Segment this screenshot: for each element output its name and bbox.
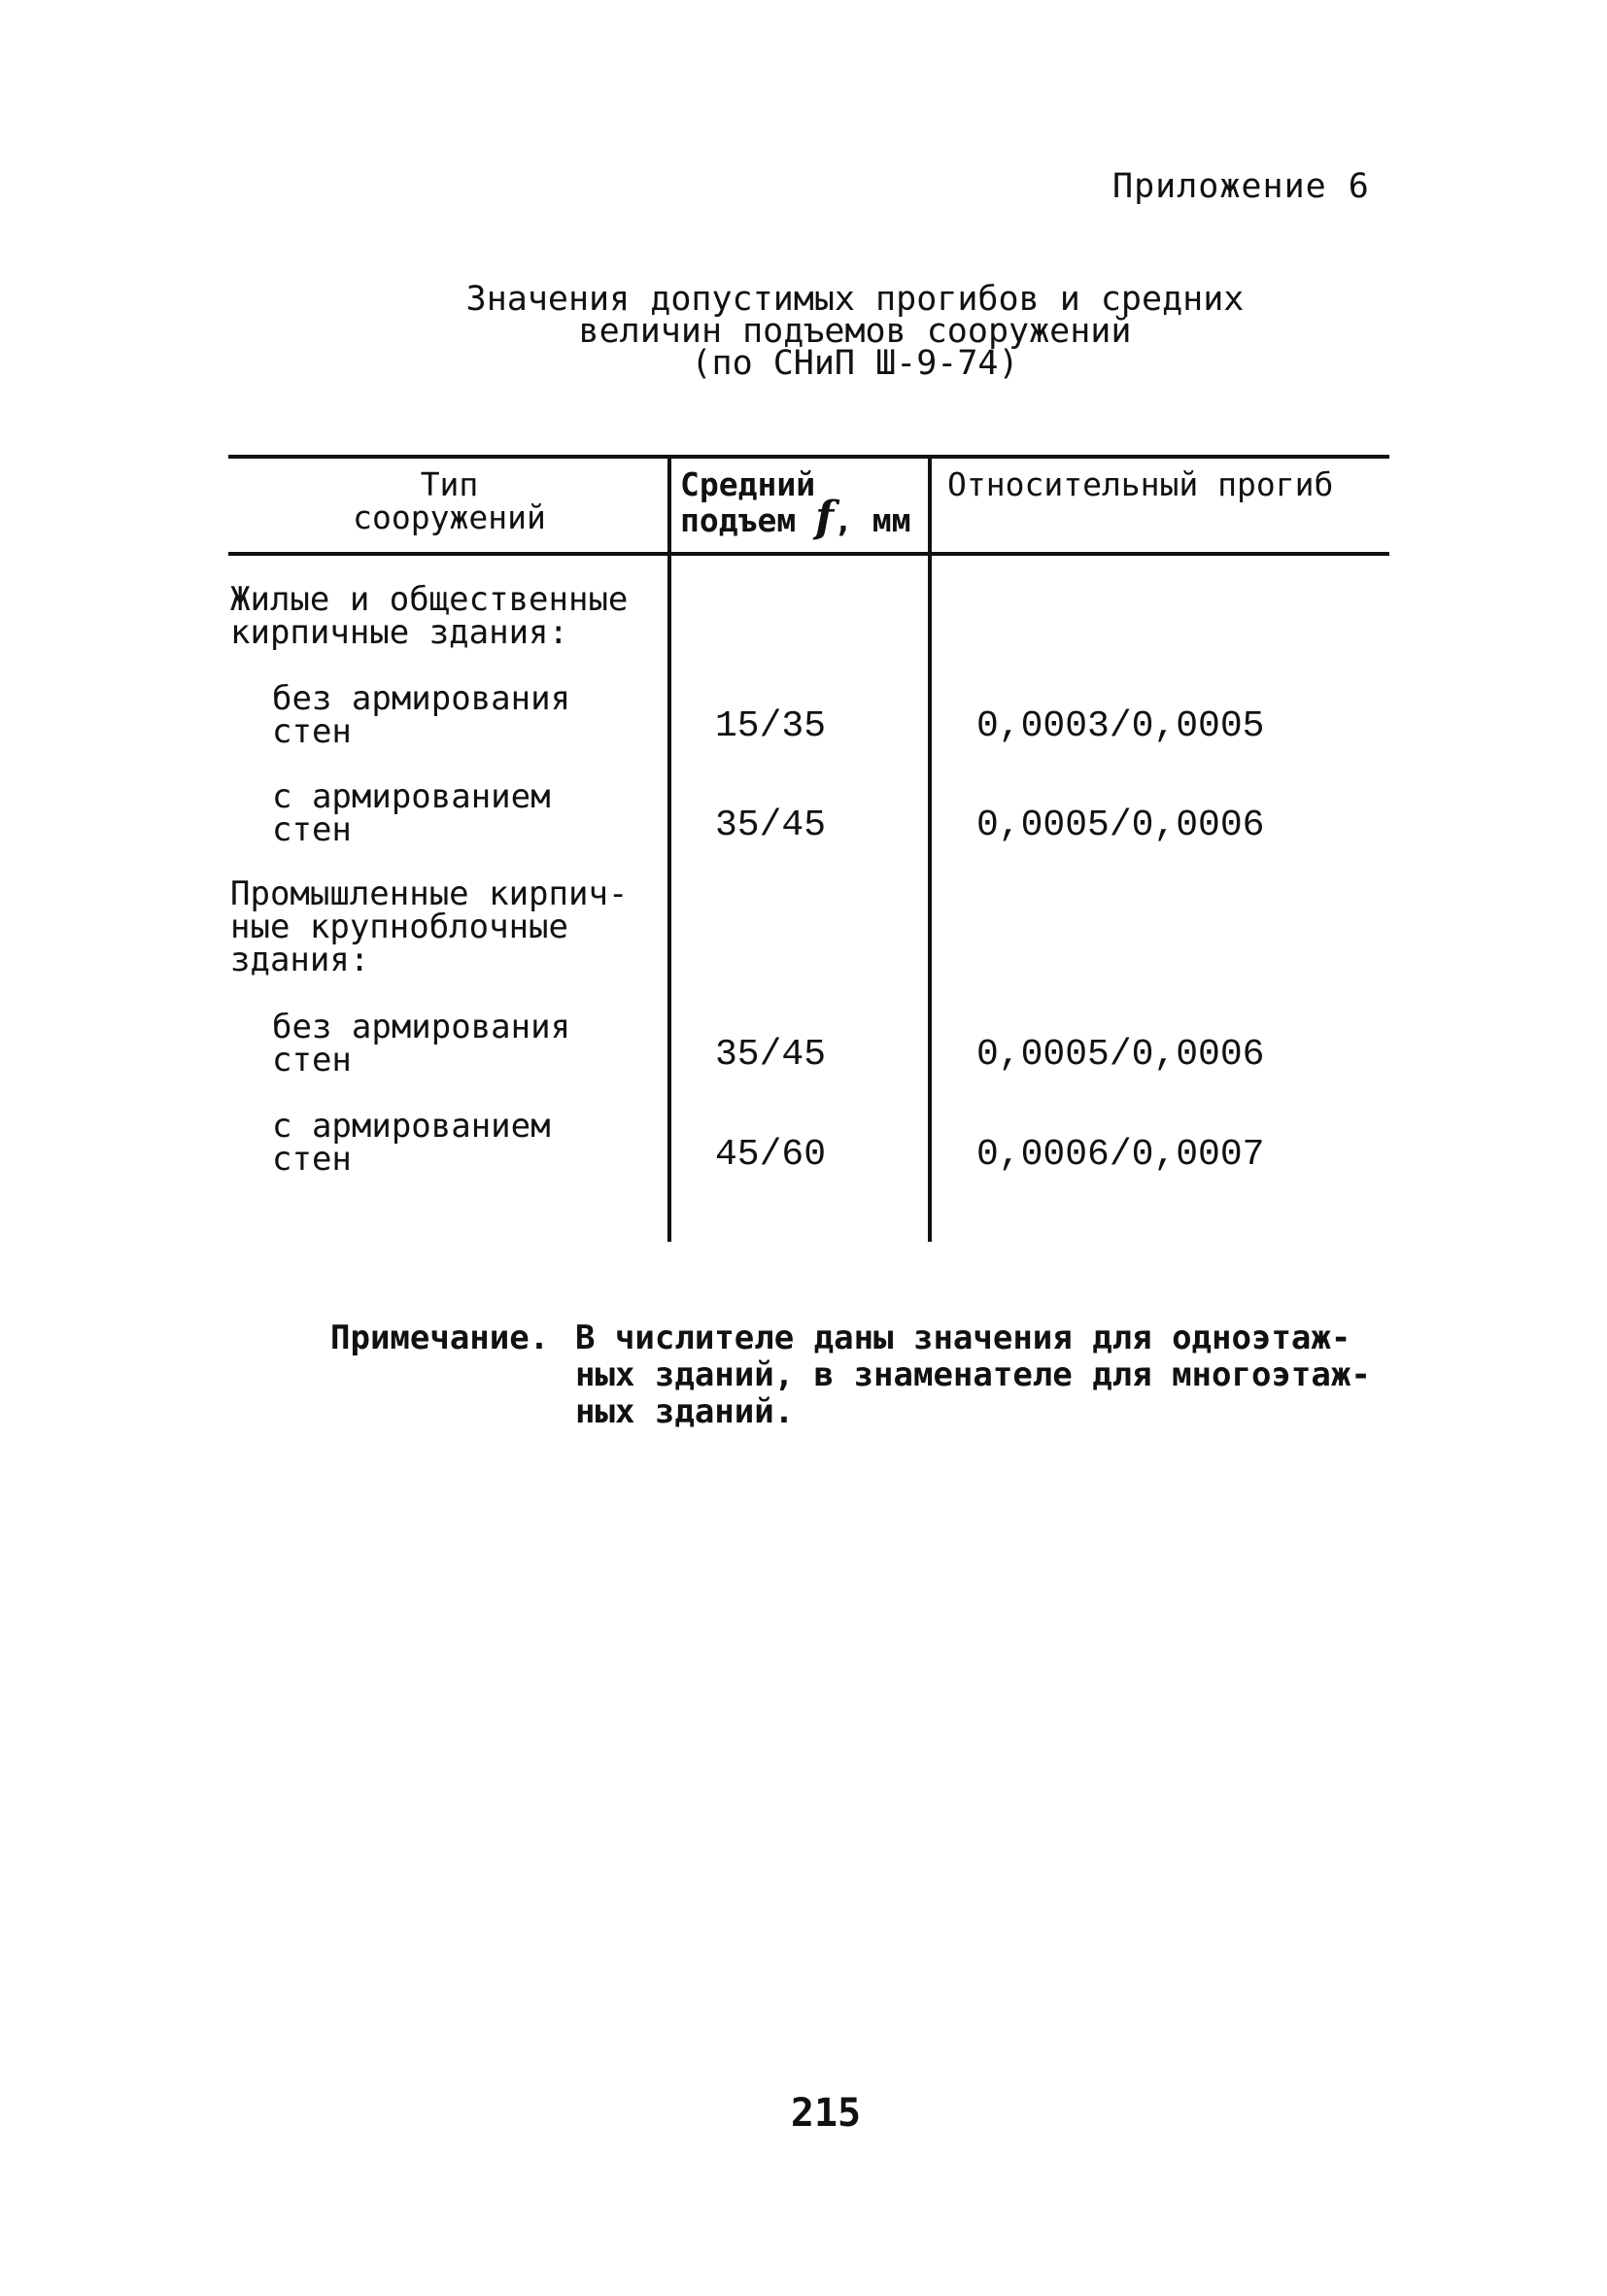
row-lift-value: 35/45 [715,1034,827,1076]
row-deflection-value: 0,0005/0,0006 [976,1034,1265,1076]
row-deflection-value: 0,0003/0,0005 [976,705,1265,747]
appendix-label: Приложение 6 [1112,167,1370,206]
header-lift: Средний подъем f, мм [680,465,911,542]
row-label: с армированием стен [272,777,551,849]
row-lift-value: 45/60 [715,1134,827,1176]
group-title: Жилые и общественные кирпичные здания: [230,580,629,652]
row-deflection-value: 0,0006/0,0007 [976,1134,1265,1176]
row-lift-value: 15/35 [715,705,827,747]
title-line-1: Значения допустимых прогибов и средних [465,280,1245,319]
row-label: без армирования стен [272,679,571,751]
header-type: Тип сооружений [353,465,546,536]
table-title [369,280,1341,383]
table-top-rule [228,455,1389,459]
column-divider-2 [928,455,932,1242]
title-line-2: величин подъемов сооружений [578,312,1132,351]
row-lift-value: 35/45 [715,805,827,846]
header-deflection: Относительный прогиб [947,465,1334,503]
column-divider-1 [667,455,671,1242]
row-deflection-value: 0,0005/0,0006 [976,805,1265,846]
title-line-3: (по СНиП Ш-9-74) [691,344,1019,383]
table-header-rule [228,552,1389,556]
group-title: Промышленные кирпич- ные крупноблочные здания: [230,874,629,979]
note-label: Примечание. [330,1319,550,1357]
f-symbol: f [815,493,835,542]
page-number: 215 [790,2091,862,2136]
row-label: без армирования стен [272,1008,571,1079]
note-text: В числителе даны значения для одноэтаж- ных зданий, в знаменателе для многоэтаж- ных зданий. [575,1319,1371,1431]
row-label: с армированием стен [272,1107,551,1179]
